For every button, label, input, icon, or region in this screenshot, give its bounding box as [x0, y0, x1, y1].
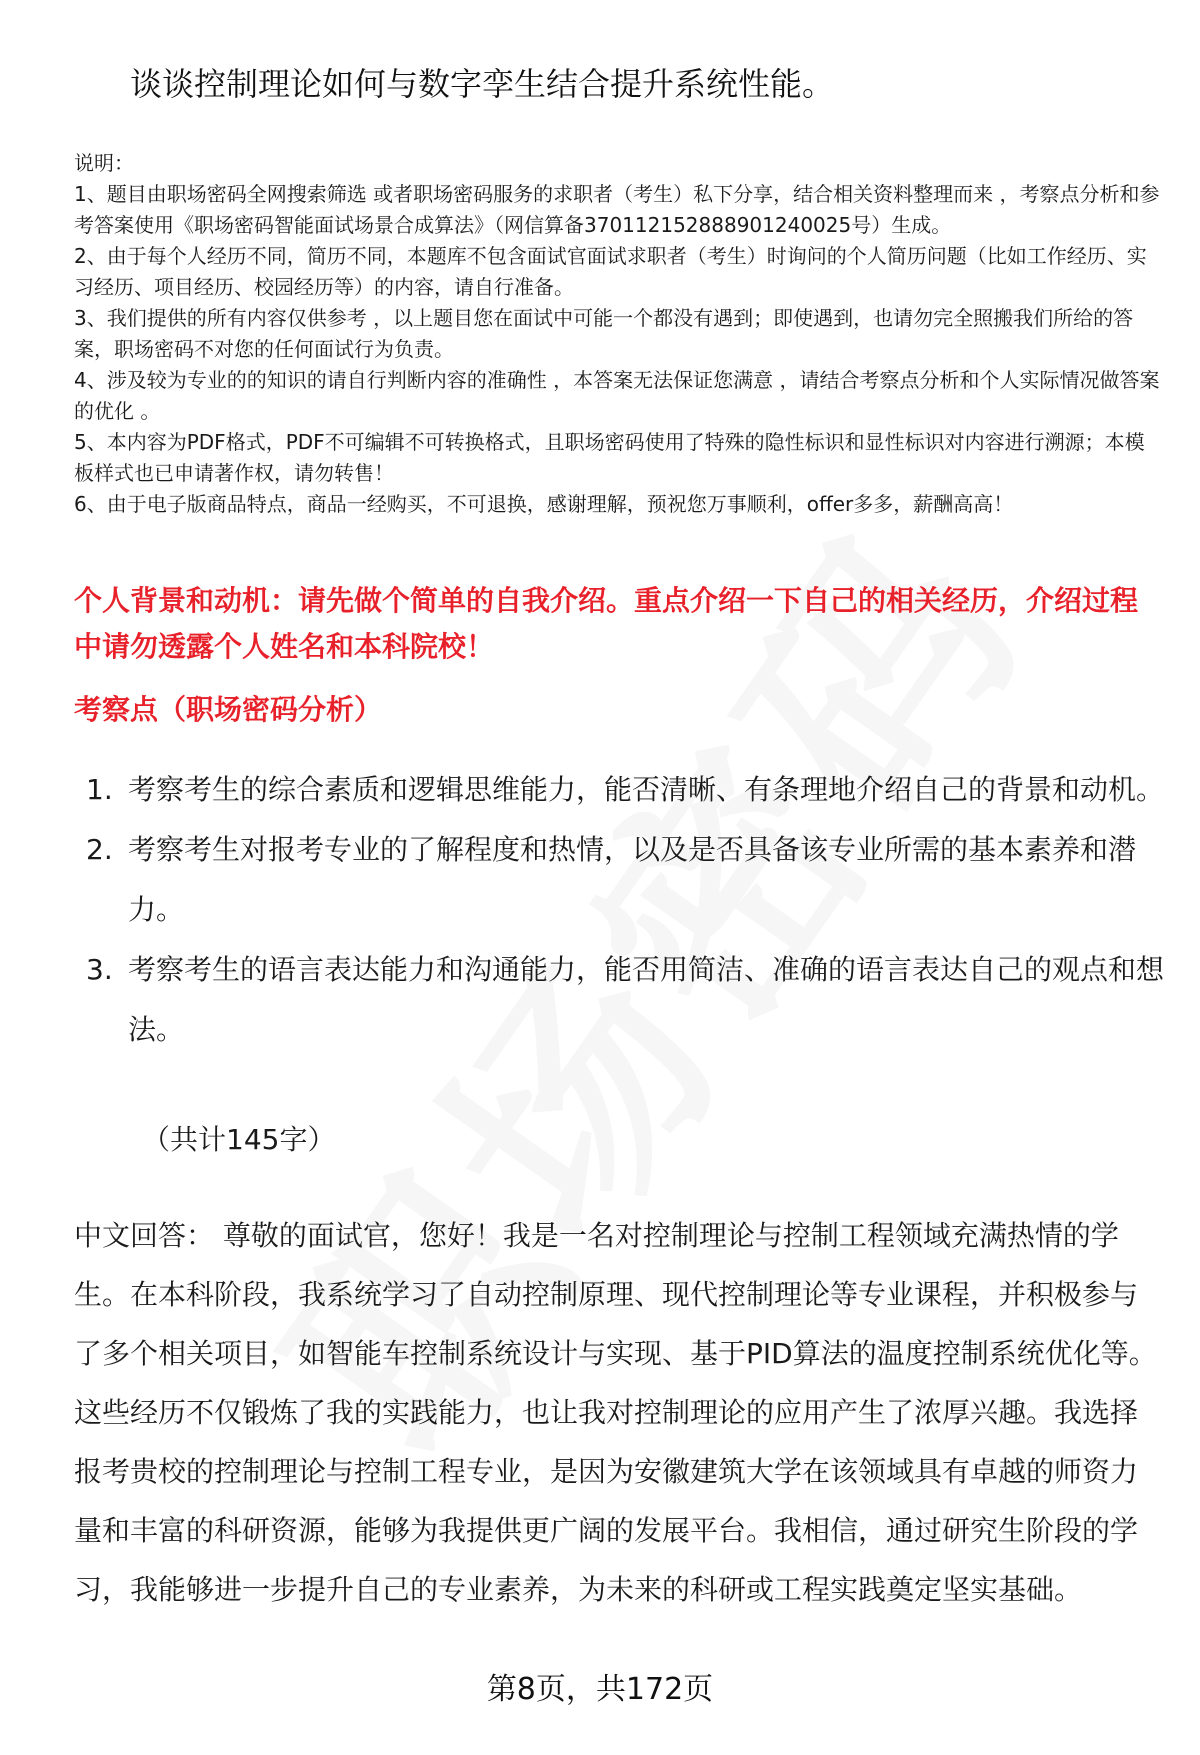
point-text: 考察考生对报考专业的了解程度和热情，以及是否具备该专业所需的基本素养和潜力。 [128, 833, 1137, 926]
analysis-point [86, 940, 1166, 1060]
point-text: 考察考生的综合素质和逻辑思维能力，能否清晰、有条理地介绍自己的背景和动机。 [128, 773, 1165, 806]
page-title: 谈谈控制理论如何与数字孪生结合提升系统性能。 [130, 65, 835, 103]
analysis-points [86, 760, 1166, 1060]
notes-item: 3、我们提供的所有内容仅供参考 ，以上题目您在面试中可能一个都没有遇到；即使遇到，也请勿完全照搬我们所给的答案，职场密码不对您的任何面试行为负责。 [74, 306, 1134, 361]
point-number: 3. [86, 953, 113, 986]
point-number: 2. [86, 833, 113, 866]
analysis-point [86, 760, 1166, 820]
notes-item: 2、由于每个人经历不同，简历不同，本题库不包含面试官面试求职者（考生）时询问的个人简历问题（比如工作经历、实习经历、项目经历、校园经历等）的内容，请自行准备。 [74, 244, 1147, 299]
analysis-point [86, 820, 1166, 940]
question-text: 个人背景和动机：请先做个简单的自我介绍。重点介绍一下自己的相关经历，介绍过程中请勿透露个人姓名和本科院校！ [74, 584, 1139, 663]
point-text: 考察考生的语言表达能力和沟通能力，能否用简洁、准确的语言表达自己的观点和想法。 [128, 953, 1165, 1046]
answer-text: 中文回答： 尊敬的面试官，您好！我是一名对控制理论与控制工程领域充满热情的学生。在本科阶段，我系统学习了自动控制原理、现代控制理论等专业课程，并积极参与了多个相关项目，如智能车控制系统设计与实现、基于PID算法的温度控制系统优化等。这些经历不仅锻炼了我的实践能力，也让我对控制理论的应用产生了浓厚兴趣。我选择报考贵校的控制理论与控制工程专业，是因为安徽建筑大学在该领域具有卓越的师资力量和丰富的科研资源，能够为我提供更广阔的发展平台。我相信，通过研究生阶段的学习，我能够进一步提升自己的专业素养，为未来的科研或工程实践奠定坚实基础。 [74, 1219, 1157, 1606]
word-count: （共计145字） [142, 1123, 336, 1156]
notes-item: 6、由于电子版商品特点，商品一经购买，不可退换，感谢理解，预祝您万事顺利，offer多多，薪酬高高！ [74, 492, 1014, 516]
analysis-heading: 考察点（职场密码分析） [74, 693, 383, 726]
page-number: 第8页，共172页 [486, 1672, 714, 1707]
notes-heading: 说明： [74, 151, 134, 175]
notes-section [74, 148, 1164, 520]
notes-item: 5、本内容为PDF格式，PDF不可编辑不可转换格式，且职场密码使用了特殊的隐性标识和显性标识对内容进行溯源；本模板样式也已申请著作权，请勿转售！ [74, 430, 1145, 485]
notes-item: 4、涉及较为专业的的知识的请自行判断内容的准确性 ，本答案无法保证您满意 ，请结合考察点分析和个人实际情况做答案的优化 。 [74, 368, 1160, 423]
notes-item: 1、题目由职场密码全网搜索筛选 或者职场密码服务的求职者（考生）私下分享，结合相关资料整理而来 ，考察点分析和参考答案使用《职场密码智能面试场景合成算法》（网信算备370112152888901240025号）生成。 [74, 182, 1160, 237]
point-number: 1. [86, 773, 113, 806]
